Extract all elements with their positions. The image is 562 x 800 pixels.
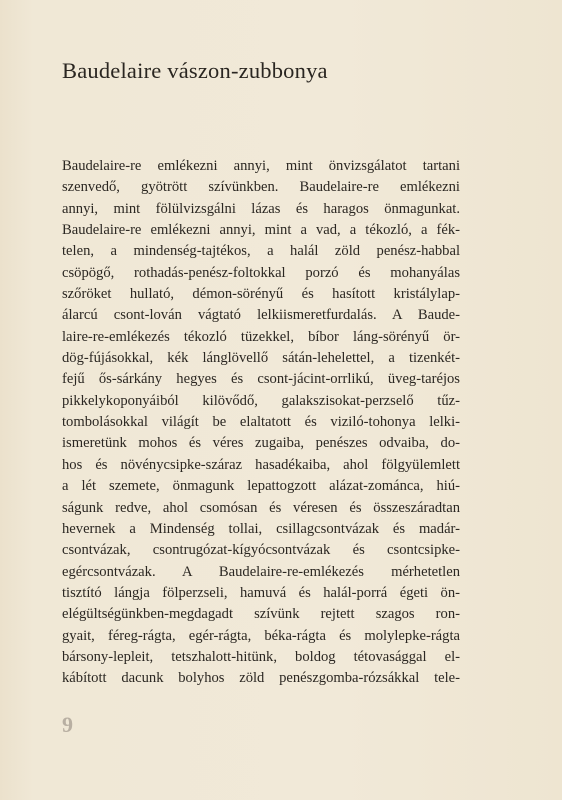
- text-line: hos és növénycsipke-száraz hasadékaiba, ahol fölgyülemlett: [62, 456, 460, 473]
- text-line: Baudelaire-re emlékezni annyi, mint a vad, a tékozló, a fék-: [62, 222, 460, 239]
- text-line: annyi, mint fölülvizsgálni lázas és haragos önmagunkat.: [62, 200, 460, 217]
- text-line: szenvedő, gyötrött szívünkben. Baudelaire-re emlékezni: [62, 179, 460, 196]
- chapter-title: Baudelaire vászon-zubbonya: [62, 58, 328, 83]
- page-number: 9: [62, 712, 73, 737]
- body-text: [62, 156, 460, 690]
- text-line: telen, a mindenség-tajtékos, a halál zöld penész-habbal: [62, 243, 460, 260]
- text-line: pikkelykoponyáiból kilövődő, galakszisokat-perzselő tűz-: [62, 392, 460, 409]
- text-line: kábított dacunk bolyhos zöld penészgomba-rózsákkal tele-: [62, 670, 460, 687]
- text-line: elégültségünkben-megdagadt szívünk rejtett szagos ron-: [62, 606, 460, 623]
- text-line: álarcú csont-lován vágtató lelkiismeretfurdalás. A Baude-: [62, 307, 460, 324]
- text-line: tisztító lángja fölperzseli, hamuvá és halál-porrá égeti ön-: [62, 584, 460, 601]
- text-line: ságunk redve, ahol csomósan és véresen és összeszáradtan: [62, 499, 460, 516]
- text-line: csontvázak, csontrugózat-kígyócsontvázak és csontcsipke-: [62, 542, 460, 559]
- text-line: hevernek a Mindenség tollai, csillagcsontvázak és madár-: [62, 520, 460, 537]
- text-line: a lét szemete, önmagunk lepattogzott alázat-zománca, hiú-: [62, 478, 460, 495]
- text-line: egércsontvázak. A Baudelaire-re-emlékezés mérhetetlen: [62, 563, 460, 580]
- text-line: Baudelaire-re emlékezni annyi, mint önvizsgálatot tartani: [62, 158, 460, 174]
- text-line: gyait, féreg-rágta, egér-rágta, béka-rágta és molylepke-rágta: [62, 627, 460, 644]
- text-line: dög-fújásokkal, kék lánglövellő sátán-lehelettel, a tizenkét-: [62, 350, 460, 367]
- text-line: fejű ős-sárkány hegyes és csont-jácint-orrlikú, üveg-taréjos: [62, 371, 460, 388]
- text-line: szőröket hullató, démon-sörényű és hasított kristálylap-: [62, 286, 460, 303]
- text-line: tombolásokkal világít be elaltatott és viziló-tohonya lelki-: [62, 414, 460, 431]
- text-line: bársony-lepleit, tetszhalott-hitünk, boldog tétovasággal el-: [62, 648, 460, 665]
- text-line: csöpögő, rothadás-penész-foltokkal porzó és mohanyálas: [62, 264, 460, 281]
- text-line: ismeretünk mohos és véres zugaiba, penészes odvaiba, do-: [62, 435, 460, 452]
- text-line: laire-re-emlékezés tékozló tüzekkel, bíbor láng-sörényű ör-: [62, 328, 460, 345]
